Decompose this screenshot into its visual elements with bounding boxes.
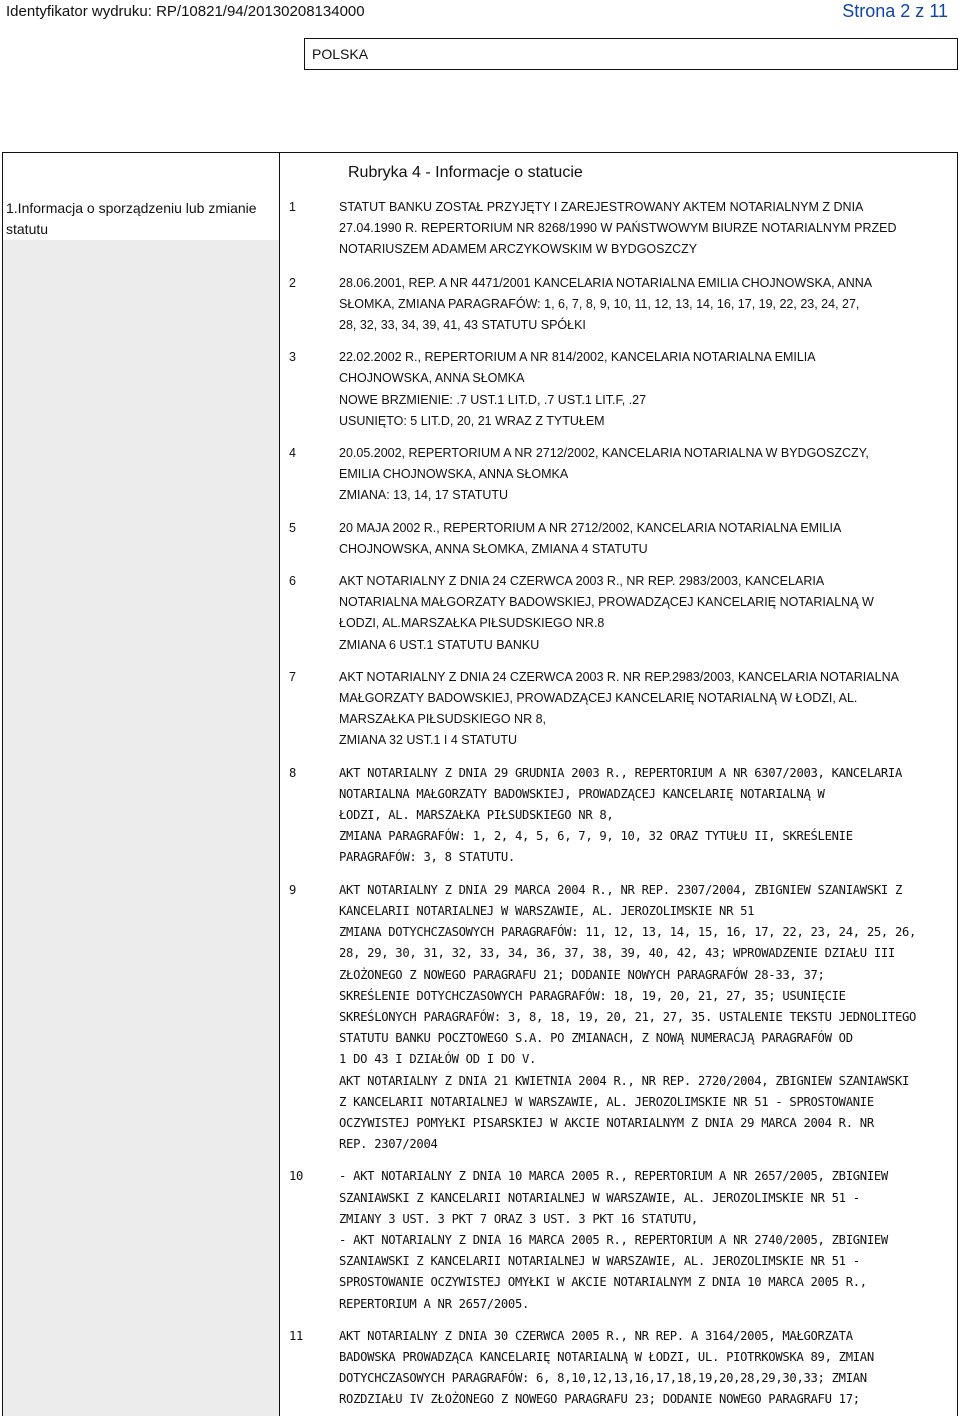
column-divider (279, 152, 280, 1416)
entry-text-line: KANCELARII NOTARIALNEJ W WARSZAWIE, AL. JEROZOLIMSKIE NR 51 (339, 903, 755, 918)
entry-text (339, 518, 954, 560)
entry-number: 1 (289, 200, 296, 214)
statute-entry (289, 667, 954, 752)
entry-text-line: NOTARIUSZEM ADAMEM ARCZYKOWSKIM W BYDGOSZCZY (339, 242, 698, 257)
entry-text-line: NOWE BRZMIENIE: .7 UST.1 LIT.D, .7 UST.1 LIT.F, .27 (339, 392, 647, 407)
field-label-line: statutu (6, 221, 49, 237)
entry-text-line: Z KANCELARII NOTARIALNEJ W WARSZAWIE, AL. JEROZOLIMSKIE NR 51 - SPROSTOWANIE (339, 1094, 874, 1109)
entry-text-line: ZMIANA 6 UST.1 STATUTU BANKU (339, 637, 540, 652)
entry-text-line: AKT NOTARIALNY Z DNIA 21 KWIETNIA 2004 R., NR REP. 2720/2004, ZBIGNIEW SZANIAWSKI (339, 1073, 910, 1088)
entry-text-line: 20 MAJA 2002 R., REPERTORIUM A NR 2712/2002, KANCELARIA NOTARIALNA EMILIA (339, 520, 842, 535)
entry-text-line: NOTARIALNA MAŁGORZATY BADOWSKIEJ, PROWADZĄCEJ KANCELARIĘ NOTARIALNĄ W (339, 786, 825, 801)
entry-text-line: MAŁGORZATY BADOWSKIEJ, PROWADZĄCEJ KANCELARIĘ NOTARIALNĄ W ŁODZI, AL. (339, 691, 858, 706)
entry-text-line: SZANIAWSKI Z KANCELARII NOTARIALNEJ W WARSZAWIE, AL. JEROZOLIMSKIE NR 51 - (339, 1254, 860, 1269)
entry-text (339, 347, 954, 432)
entry-text (339, 880, 954, 1156)
entry-number: 4 (289, 446, 296, 461)
entry-text-line: AKT NOTARIALNY Z DNIA 30 CZERWCA 2005 R., NR REP. A 3164/2005, MAŁGORZATA (339, 1328, 853, 1343)
entry-text-line: BADOWSKA PROWADZĄCA KANCELARIĘ NOTARIALNĄ W ŁODZI, UL. PIOTRKOWSKA 89, ZMIAN (339, 1349, 874, 1364)
entry-text-line: REPERTORIUM A NR 2657/2005. (339, 1296, 530, 1311)
entry-text (339, 763, 954, 869)
entry-number: 9 (289, 882, 297, 897)
entry-text (339, 443, 954, 507)
entry-text-line: USUNIĘTO: 5 LIT.D, 20, 21 WRAZ Z TYTUŁEM (339, 413, 605, 428)
entry-text-line: 20.05.2002, REPERTORIUM A NR 2712/2002, KANCELARIA NOTARIALNA W BYDGOSZCZY, (339, 446, 869, 461)
entry-text-line: PARAGRAFÓW: 3, 8 STATUTU. (339, 850, 515, 865)
print-identifier: Identyfikator wydruku: RP/10821/94/20130208134000 (6, 3, 365, 20)
statute-entry (289, 197, 954, 261)
entry-text-line: EMILIA CHOJNOWSKA, ANNA SŁOMKA (339, 467, 569, 482)
entry-text-line: AKT NOTARIALNY Z DNIA 29 GRUDNIA 2003 R., REPERTORIUM A NR 6307/2003, KANCELARIA (339, 765, 903, 780)
statute-entry (289, 347, 954, 432)
entry-text-line: AKT NOTARIALNY Z DNIA 24 CZERWCA 2003 R., NR REP. 2983/2003, KANCELARIA (339, 574, 825, 589)
statute-entry (289, 1166, 954, 1314)
entry-number: 3 (289, 350, 296, 365)
entry-text-line: 28, 32, 33, 34, 39, 41, 43 STATUTU SPÓŁKI (339, 318, 586, 333)
label-column-background (3, 240, 279, 1416)
entry-text-line: SKREŚLENIE DOTYCHCZASOWYCH PARAGRAFÓW: 18, 19, 20, 21, 27, 35; USUNIĘCIE (339, 988, 846, 1003)
entry-text-line: 28, 29, 30, 31, 32, 33, 34, 36, 37, 38, 39, 40, 42, 43; WPROWADZENIE DZIAŁU III (339, 946, 895, 961)
entry-text-line: ZMIANA: 13, 14, 17 STATUTU (339, 488, 509, 503)
entry-number: 6 (289, 574, 296, 589)
entry-text (339, 197, 954, 261)
entry-text-line: OCZYWISTEJ POMYŁKI PISARSKIEJ W AKCIE NOTARIALNYM Z DNIA 29 MARCA 2004 R. NR (339, 1115, 874, 1130)
entry-text (339, 667, 954, 752)
entry-text-line: 22.02.2002 R., REPERTORIUM A NR 814/2002, KANCELARIA NOTARIALNA EMILIA (339, 350, 816, 365)
entry-text-line: 27.04.1990 R. REPERTORIUM NR 8268/1990 W PAŃSTWOWYM BIURZE NOTARIALNYM PRZED (339, 221, 897, 236)
entry-text-line: 28.06.2001, REP. A NR 4471/2001 KANCELARIA NOTARIALNA EMILIA CHOJNOWSKA, ANNA (339, 275, 873, 290)
entry-text-line: ZMIANA DOTYCHCZASOWYCH PARAGRAFÓW: 11, 12, 13, 14, 15, 16, 17, 22, 23, 24, 25, 26, (339, 925, 917, 940)
entry-text-line: SPROSTOWANIE OCZYWISTEJ OMYŁKI W AKCIE NOTARIALNYM Z DNIA 10 MARCA 2005 R., (339, 1275, 867, 1290)
entry-text-line: 1 DO 43 I DZIAŁÓW OD I DO V. (339, 1052, 537, 1067)
entry-text-line: AKT NOTARIALNY Z DNIA 24 CZERWCA 2003 R. NR REP.2983/2003, KANCELARIA NOTARIALNA (339, 669, 899, 684)
field-label-line: 1.Informacja o sporządzeniu lub zmianie (6, 200, 257, 216)
entry-text-line: ZMIANA 32 UST.1 I 4 STATUTU (339, 733, 518, 748)
statute-entry (289, 273, 954, 337)
entry-text-line: NOTARIALNA MAŁGORZATY BADOWSKIEJ, PROWADZĄCEJ KANCELARIĘ NOTARIALNĄ W (339, 595, 874, 610)
section-title: Rubryka 4 - Informacje o statucie (348, 164, 583, 181)
entry-text-line: DOTYCHCZASOWYCH PARAGRAFÓW: 6, 8,10,12,13,16,17,18,19,20,28,29,30,33; ZMIAN (339, 1371, 867, 1386)
entry-text-line: SKREŚLONYCH PARAGRAFÓW: 3, 8, 18, 19, 20, 21, 27, 35. USTALENIE TEKSTU JEDNOLITEGO (339, 1009, 917, 1024)
entry-number: 10 (289, 1169, 304, 1184)
entry-text (339, 1326, 954, 1411)
page-number: Strona 2 z 11 (842, 1, 948, 21)
entry-number: 11 (289, 1328, 304, 1343)
entry-text-line: CHOJNOWSKA, ANNA SŁOMKA (339, 371, 525, 386)
entry-text-line: SZANIAWSKI Z KANCELARII NOTARIALNEJ W WARSZAWIE, AL. JEROZOLIMSKIE NR 51 - (339, 1190, 860, 1205)
statute-entry (289, 880, 954, 1156)
statute-entry (289, 763, 954, 869)
entry-text-line: SŁOMKA, ZMIANA PARAGRAFÓW: 1, 6, 7, 8, 9, 10, 11, 12, 13, 14, 16, 17, 19, 22, 23, 24, 27, (339, 296, 860, 311)
statute-entry (289, 1326, 954, 1411)
entry-number: 5 (289, 520, 296, 535)
entry-text-line: ROZDZIAŁU IV ZŁOŻONEGO Z NOWEGO PARAGRAFU 23; DODANIE NOWEGO PARAGRAFU 17; (339, 1392, 860, 1407)
print-header (0, 0, 960, 26)
statute-entry (289, 571, 954, 656)
entry-text-line: ŁODZI, AL. MARSZAŁKA PIŁSUDSKIEGO NR 8, (339, 808, 614, 823)
entry-text-line: ZMIANA PARAGRAFÓW: 1, 2, 4, 5, 6, 7, 9, 10, 32 ORAZ TYTUŁU II, SKREŚLENIE (339, 829, 853, 844)
entry-text-line: MARSZAŁKA PIŁSUDSKIEGO NR 8, (339, 712, 547, 727)
entry-number: 7 (289, 669, 296, 684)
country-label: POLSKA (312, 46, 369, 62)
entry-text-line: STATUTU BANKU POCZTOWEGO S.A. PO ZMIANACH, Z NOWĄ NUMERACJĄ PARAGRAFÓW OD (339, 1031, 853, 1046)
entry-number: 2 (289, 275, 296, 290)
entry-text-line: - AKT NOTARIALNY Z DNIA 10 MARCA 2005 R., REPERTORIUM A NR 2657/2005, ZBIGNIEW (339, 1169, 888, 1184)
entry-text-line: REP. 2307/2004 (339, 1137, 438, 1152)
entry-text-line: - AKT NOTARIALNY Z DNIA 16 MARCA 2005 R., REPERTORIUM A NR 2740/2005, ZBIGNIEW (339, 1232, 888, 1247)
entry-text-line: ŁODZI, AL.MARSZAŁKA PIŁSUDSKIEGO NR.8 (339, 616, 605, 631)
statute-entries-list (289, 197, 954, 1411)
entry-text-line: ZŁOŻONEGO Z NOWEGO PARAGRAFU 21; DODANIE NOWYCH PARAGRAFÓW 28-33, 37; (339, 967, 825, 982)
statute-entry (289, 518, 954, 560)
entry-text (339, 571, 954, 656)
entry-text-line: ZMIANY 3 UST. 3 PKT 7 ORAZ 3 UST. 3 PKT 16 STATUTU, (339, 1211, 698, 1226)
entry-text-line: CHOJNOWSKA, ANNA SŁOMKA, ZMIANA 4 STATUTU (339, 541, 648, 556)
country-box (304, 38, 958, 70)
field-label (6, 198, 274, 240)
statute-entry (289, 443, 954, 507)
entry-text (339, 273, 954, 337)
entry-text (339, 1166, 954, 1314)
entry-text-line: STATUT BANKU ZOSTAŁ PRZYJĘTY I ZAREJESTROWANY AKTEM NOTARIALNYM Z DNIA (339, 200, 864, 214)
entry-text-line: AKT NOTARIALNY Z DNIA 29 MARCA 2004 R., NR REP. 2307/2004, ZBIGNIEW SZANIAWSKI Z (339, 882, 903, 897)
entry-number: 8 (289, 765, 297, 780)
